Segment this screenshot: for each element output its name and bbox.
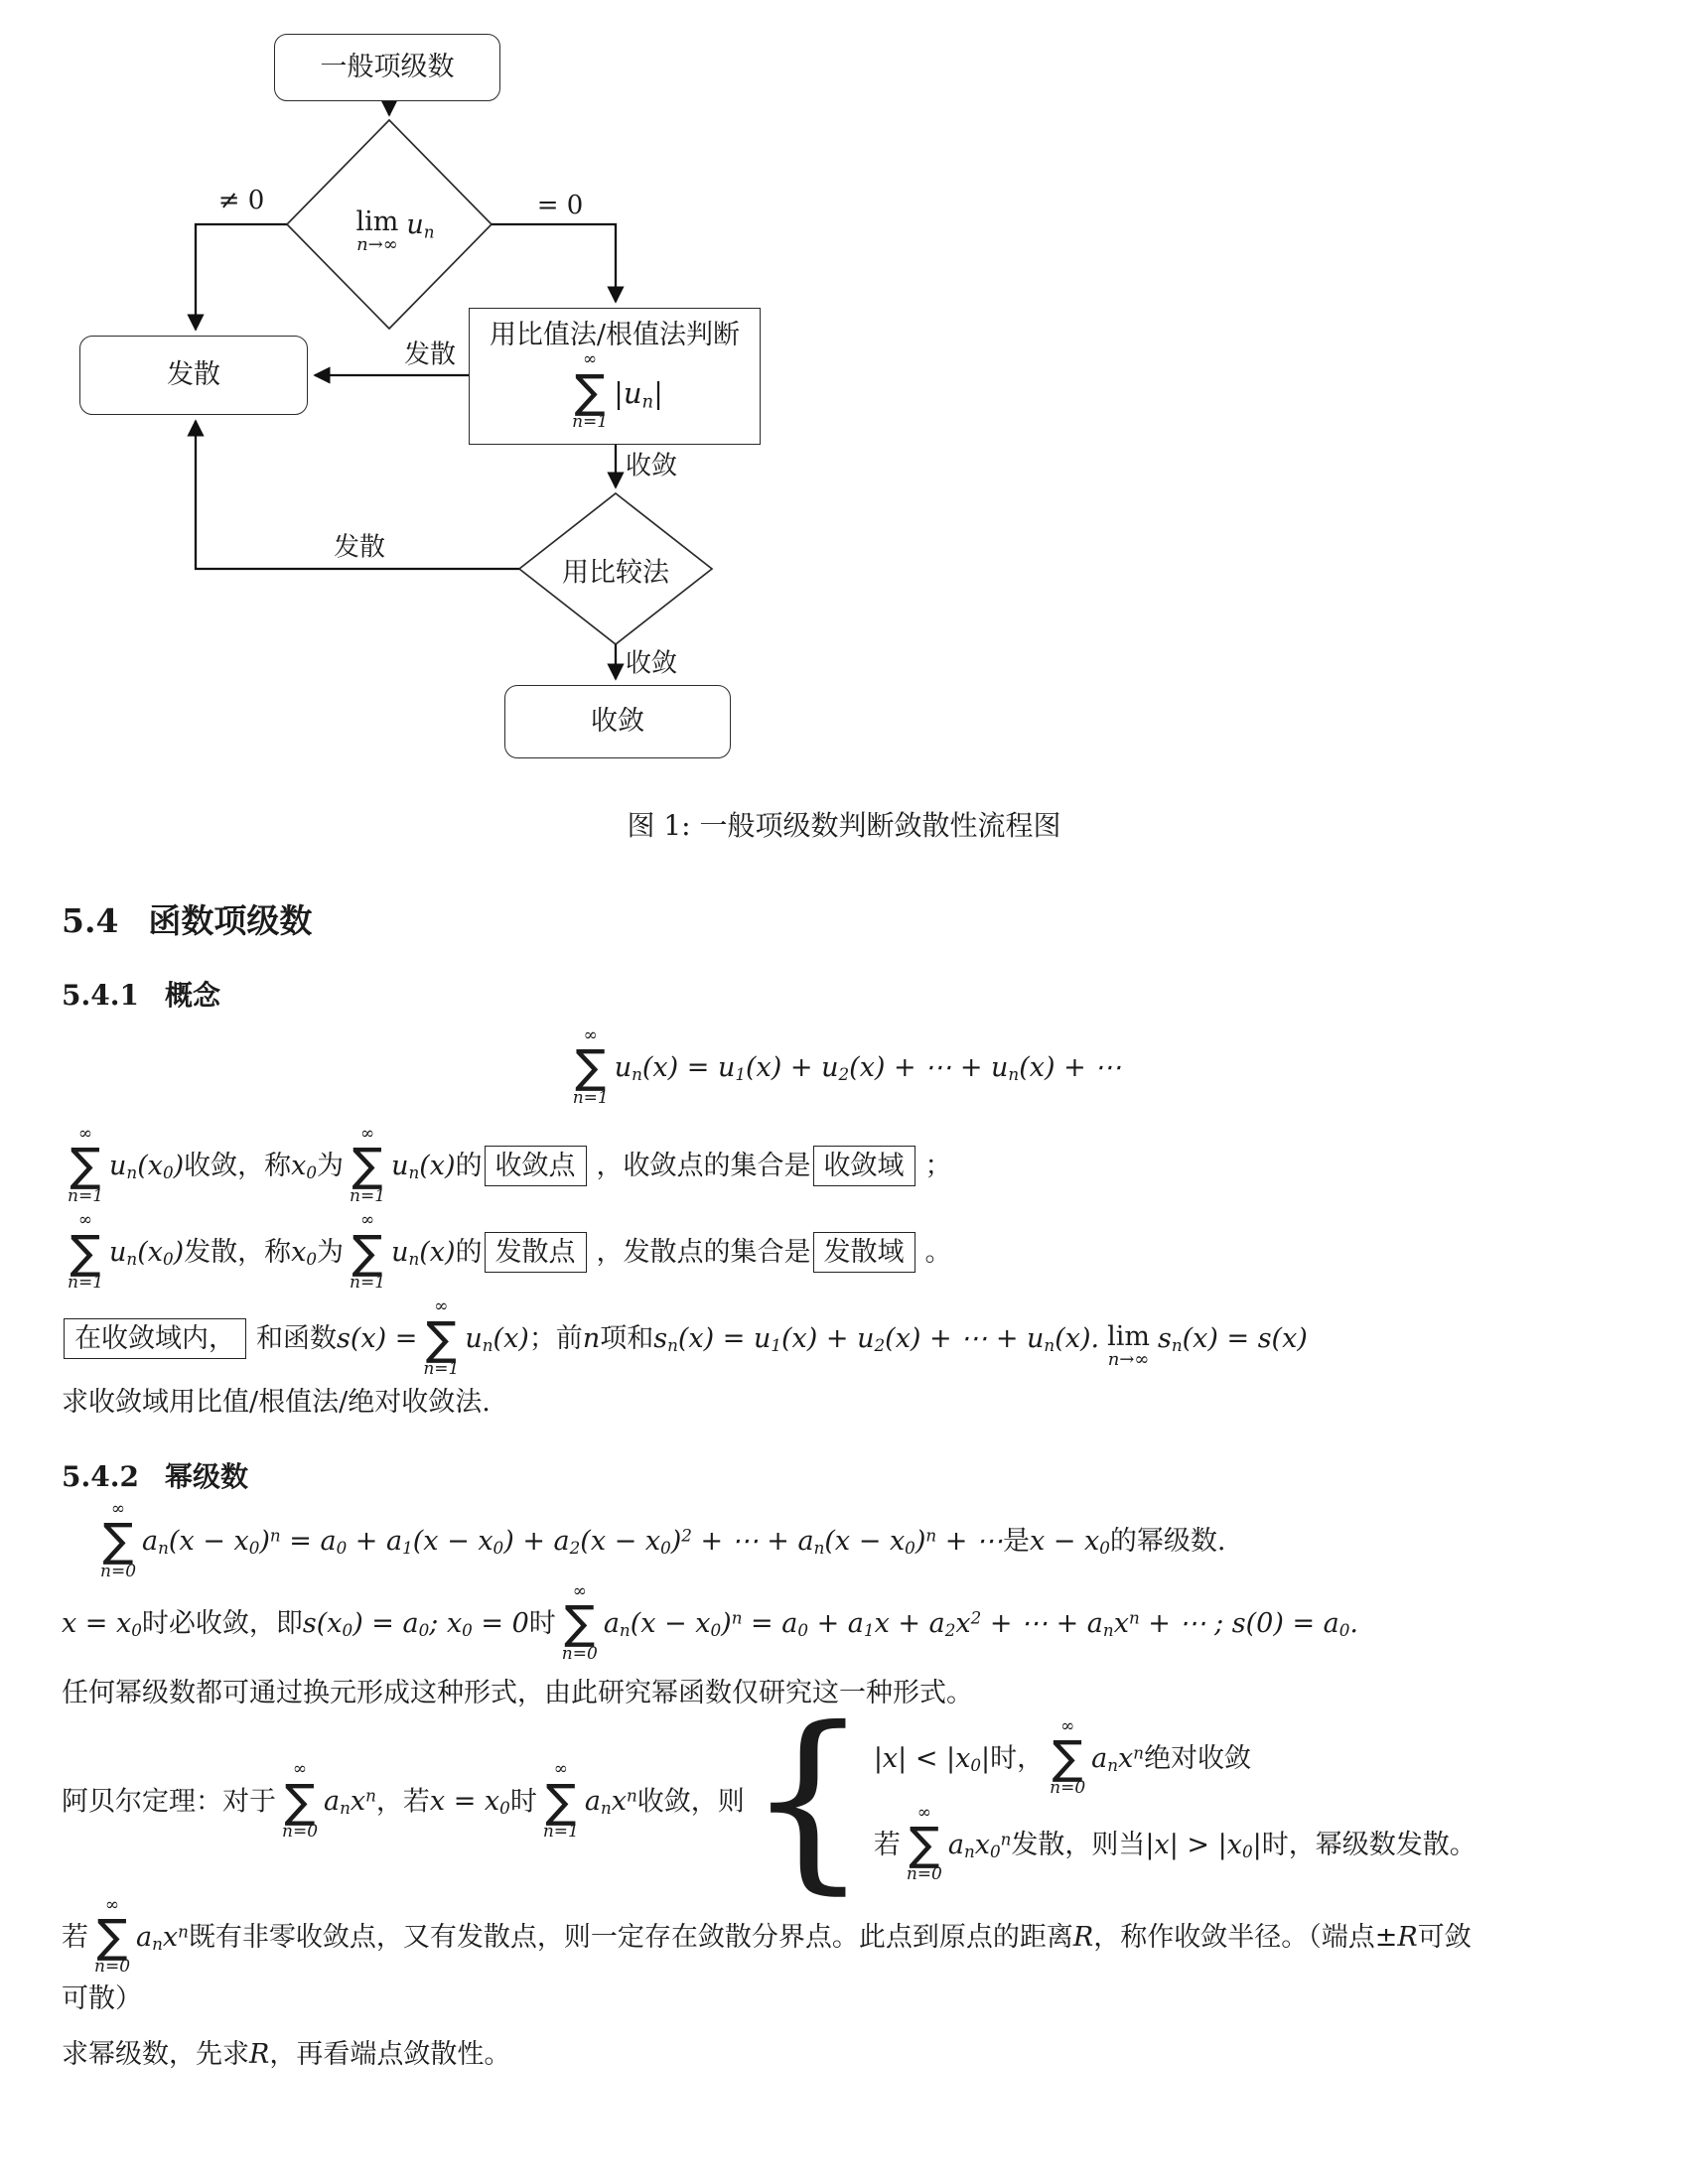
ratio-test-sum: ∞ ∑ n=1 $|u_n|$ [572, 349, 663, 433]
subsection-number: 5.4.2 [62, 1459, 139, 1493]
flowchart-node-compare-test [562, 551, 669, 590]
display-equation-series: ∞ ∑ n=1 $u_n(x) = u_1(x) + u_2(x)$ + ⋯ + $u_n(x)$ + ⋯ [572, 1025, 1122, 1108]
flowchart-node-limit-test: lim n→∞ $u_n$ [355, 206, 435, 256]
subsection-title: 概念 [164, 979, 220, 1012]
section-heading-54 [62, 895, 1630, 942]
document-body [0, 895, 1688, 2076]
node-compare-label: 用比较法 [562, 557, 669, 589]
flowchart-node-ratio-test [469, 308, 761, 445]
figure-caption: 图 1: 一般项级数判断敛散性流程图 [627, 809, 1061, 842]
edge-label-not-equal-zero: ≠ 0 [217, 186, 265, 215]
subsection-heading-541 [62, 974, 1630, 1014]
node-converge-label: 收敛 [591, 706, 644, 738]
flowchart [0, 0, 1688, 866]
node-start-label: 一般项级数 [320, 52, 455, 83]
edge-limit-to-ratio [492, 224, 616, 302]
paragraph-final-note: 求幂级数，先求R，再看端点敛散性。 [62, 2039, 511, 2071]
paragraph-power-series-form: 任何幂级数都可通过换元形成这种形式，由此研究幂函数仅研究这一种形式。 [62, 1678, 973, 1709]
edge-limit-to-diverge [196, 224, 287, 330]
flowchart-node-start [274, 34, 500, 101]
paragraph-divergence-point: ∞ ∑ n=1 $u_n(x_0)$发散，称$x_0$为 ∞ ∑ n=1 $u_n(x)$的 发散点 ，发散点的集合是 发散域 。 [68, 1210, 952, 1293]
flowchart-node-diverge [79, 336, 308, 415]
flowchart-node-converge [504, 685, 731, 758]
paragraph-radius-line2: 可散） [62, 1982, 142, 2014]
subsection-heading-542 [62, 1455, 1630, 1495]
section-number: 5.4 [62, 901, 119, 940]
paragraph-method-note: 求收敛域用比值/根值法/绝对收敛法. [62, 1387, 491, 1419]
node-diverge-label: 发散 [167, 359, 220, 391]
paragraph-power-series-x0: $x = x_0$时必收敛，即$s(x_0) = a_0$; $x_0 = 0$时 ∞ ∑ n=0 $a_n(x - x_0)^n = a_0 + a_1x + a_2x^2$ + ⋯ + $a_nx^n$ + ⋯ ; $s(0) = a_0$. [62, 1580, 1359, 1664]
edge-label-converge-low: 收敛 [626, 648, 678, 679]
subsection-number: 5.4.1 [62, 979, 139, 1012]
flowchart-edges [0, 0, 1688, 866]
paragraph-abel-theorem: 阿贝尔定理：对于 ∞ ∑ n=0 $a_nx^n$，若$x = x_0$时 ∞ ∑ n=1 $a_nx^n$收敛，则 { $|x| < |x_0|$时， ∞ ∑ n=0 $a_nx^n$绝对收敛 若 ∞ ∑ n=0 $a_nx_0^n$发散，则当$|x| > |x_0|$时，幂级数发散。 [62, 1685, 1477, 1911]
subsection-title: 幂级数 [164, 1459, 248, 1493]
paragraph-radius-line1: 若 ∞ ∑ n=0 $a_nx^n$既有非零收敛点，又有发散点，则一定存在敛散分界点。此点到原点的距离R，称作收敛半径。（端点±R可敛 [62, 1894, 1472, 1978]
paragraph-convergence-point: ∞ ∑ n=1 $u_n(x_0)$收敛，称$x_0$为 ∞ ∑ n=1 $u_n(x)$的 收敛点 ，收敛点的集合是 收敛域 ； [68, 1124, 952, 1206]
edge-label-converge-mid: 收敛 [626, 451, 678, 481]
edge-label-diverge-mid: 发散 [403, 340, 457, 370]
paragraph-sum-function: 在收敛域内， 和函数s(x) = ∞ ∑ n=1 $u_n(x)$；前n项和$s_n(x) = u_1(x) + u_2(x)$ + ⋯ + $u_n(x)$. lim n→∞ $s_n(x) = s(x)$ [62, 1298, 1630, 1381]
edge-label-equal-zero: = 0 [536, 191, 584, 220]
ratio-test-title: 用比值法/根值法判断 [489, 319, 741, 350]
edge-label-diverge-low: 发散 [333, 532, 386, 563]
section-title: 函数项级数 [148, 901, 313, 940]
paragraph-power-series-def: ∞ ∑ n=0 $a_n(x - x_0)^n = a_0 + a_1(x - x_0) + a_2(x - x_0)^2$ + ⋯ + $a_n(x - x_0)^n$ + ⋯是$x - x_0$的幂级数. [100, 1498, 1226, 1581]
